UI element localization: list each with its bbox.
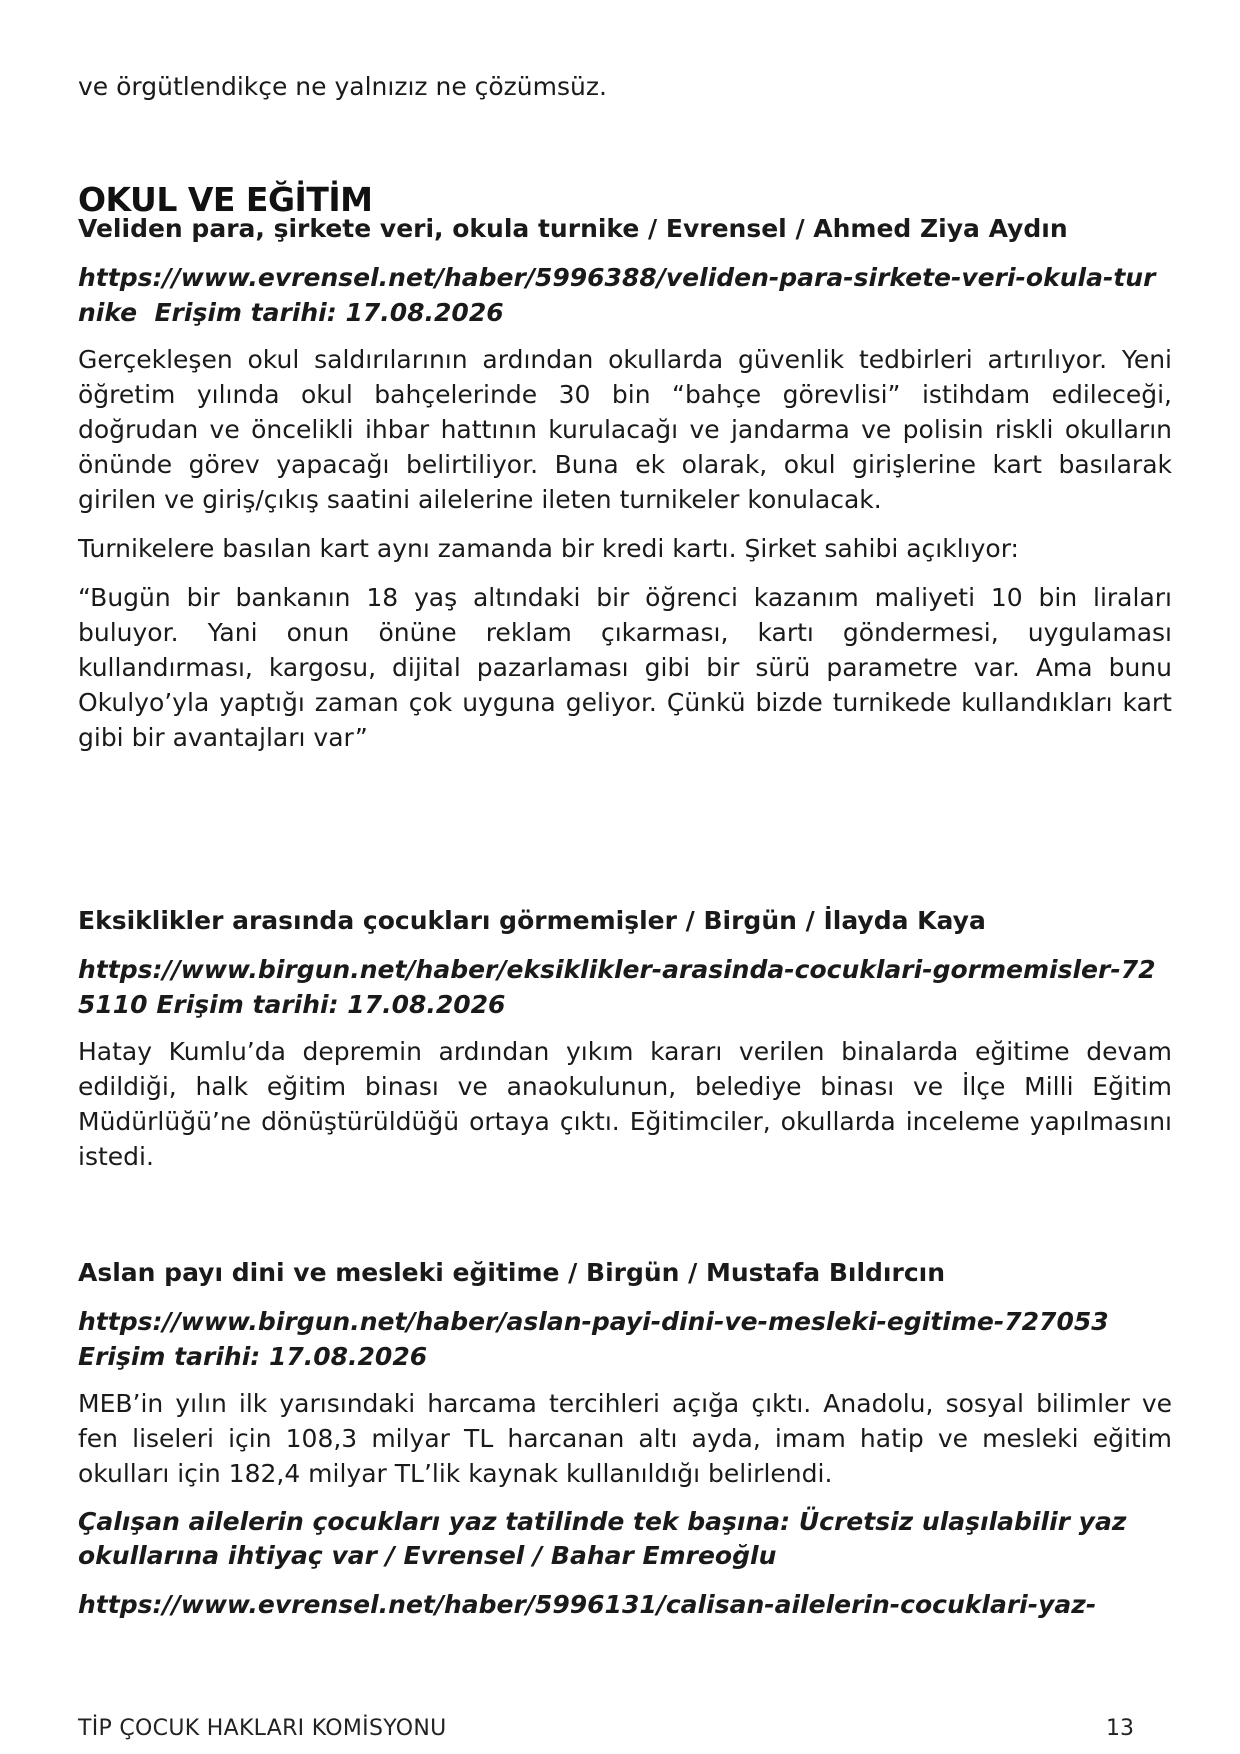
lead-text: ve örgütlendikçe ne yalnızız ne çözümsüz. [78, 72, 607, 101]
article-title: Eksiklikler arasında çocukları görmemişler / Birgün / İlayda Kaya [78, 906, 986, 935]
article-title: Çalışan ailelerin çocukları yaz tatilinde tek başına: Ücretsiz ulaşılabilir yaz okullarına ihtiyaç var / Evrensel / Bahar Emreoğlu [78, 1507, 1127, 1570]
access-date: Erişim tarihi: 17.08.2026 [156, 990, 506, 1019]
page-number: 13 [1106, 1716, 1134, 1741]
article-title: Aslan payı dini ve mesleki eğitime / Birgün / Mustafa Bıldırcın [78, 1258, 946, 1287]
article-paragraph: Hatay Kumlu’da depremin ardından yıkım kararı verilen binalarda eğitime devam edildiği, halk eğitim binası ve anaokulunun, belediye binası ve İlçe Milli Eğitim Müdürlüğü’ne dönüştürüldüğü ortaya çıktı. Eğitimciler, okullarda inceleme yapılmasını istedi. [78, 1037, 1172, 1171]
article-paragraph: Turnikelere basılan kart aynı zamanda bir kredi kartı. Şirket sahibi açıklıyor: [78, 534, 1019, 563]
url-text[interactable]: https://www.birgun.net/haber/eksiklikler-arasinda-cocuklari-gormemisler-725110 [78, 955, 1156, 1019]
access-date: Erişim tarihi: 17.08.2026 [78, 1342, 428, 1371]
article-quote: “Bugün bir bankanın 18 yaş altındaki bir öğrenci kazanım maliyeti 10 bin liraları buluyor. Yani onun önüne reklam çıkarması, kartı göndermesi, uygulaması kullandırması, kargosu, dijital pazarlaması gibi bir sürü parametre var. Ama bunu Okulyo’yla yaptığı zaman çok uyguna geliyor. Çünkü bizde turnikede kullandıkları kart gibi bir avantajları var” [78, 583, 1172, 752]
article-url[interactable] [78, 260, 1172, 330]
article-title: Veliden para, şirkete veri, okula turnike / Evrensel / Ahmed Ziya Aydın [78, 214, 1068, 243]
article-paragraph: MEB’in yılın ilk yarısındaki harcama tercihleri açığa çıktı. Anadolu, sosyal bilimler ve fen liseleri için 108,3 milyar TL harcanan altı ayda, imam hatip ve mesleki eğitim okulları için 182,4 milyar TL’lik kaynak kullanıldığı belirlendi. [78, 1389, 1172, 1488]
article-url[interactable] [78, 1587, 1172, 1622]
section-title: OKUL VE EĞİTİM [78, 180, 373, 219]
url-text[interactable]: https://www.evrensel.net/haber/5996131/calisan-ailelerin-cocuklari-yaz- [78, 1590, 1097, 1619]
article [78, 1256, 1172, 1634]
article-url[interactable] [78, 952, 1172, 1022]
footer-label: TİP ÇOCUK HAKLARI KOMİSYONU [78, 1716, 447, 1741]
article-url[interactable] [78, 1304, 1172, 1374]
article [78, 212, 1172, 769]
url-text[interactable]: https://www.evrensel.net/haber/5996388/veliden-para-sirkete-veri-okula-turnike [78, 263, 1156, 327]
article-paragraph: Gerçekleşen okul saldırılarının ardından okullarda güvenlik tedbirleri artırılıyor. Yeni öğretim yılında okul bahçelerinde 30 bin “bahçe görevlisi” istihdam edileceği, doğrudan ve öncelikli ihbar hattının kurulacağı ve jandarma ve polisin riskli okulların önünde görev yapacağı belirtiliyor. Buna ek olarak, okul girişlerine kart basılarak girilen ve giriş/çıkış saatini ailelerine ileten turnikeler konulacak. [78, 345, 1172, 514]
url-text[interactable]: https://www.birgun.net/haber/aslan-payi-dini-ve-mesleki-egitime-727053 [78, 1307, 1109, 1336]
access-date: Erişim tarihi: 17.08.2026 [154, 298, 504, 327]
article [78, 904, 1172, 1188]
